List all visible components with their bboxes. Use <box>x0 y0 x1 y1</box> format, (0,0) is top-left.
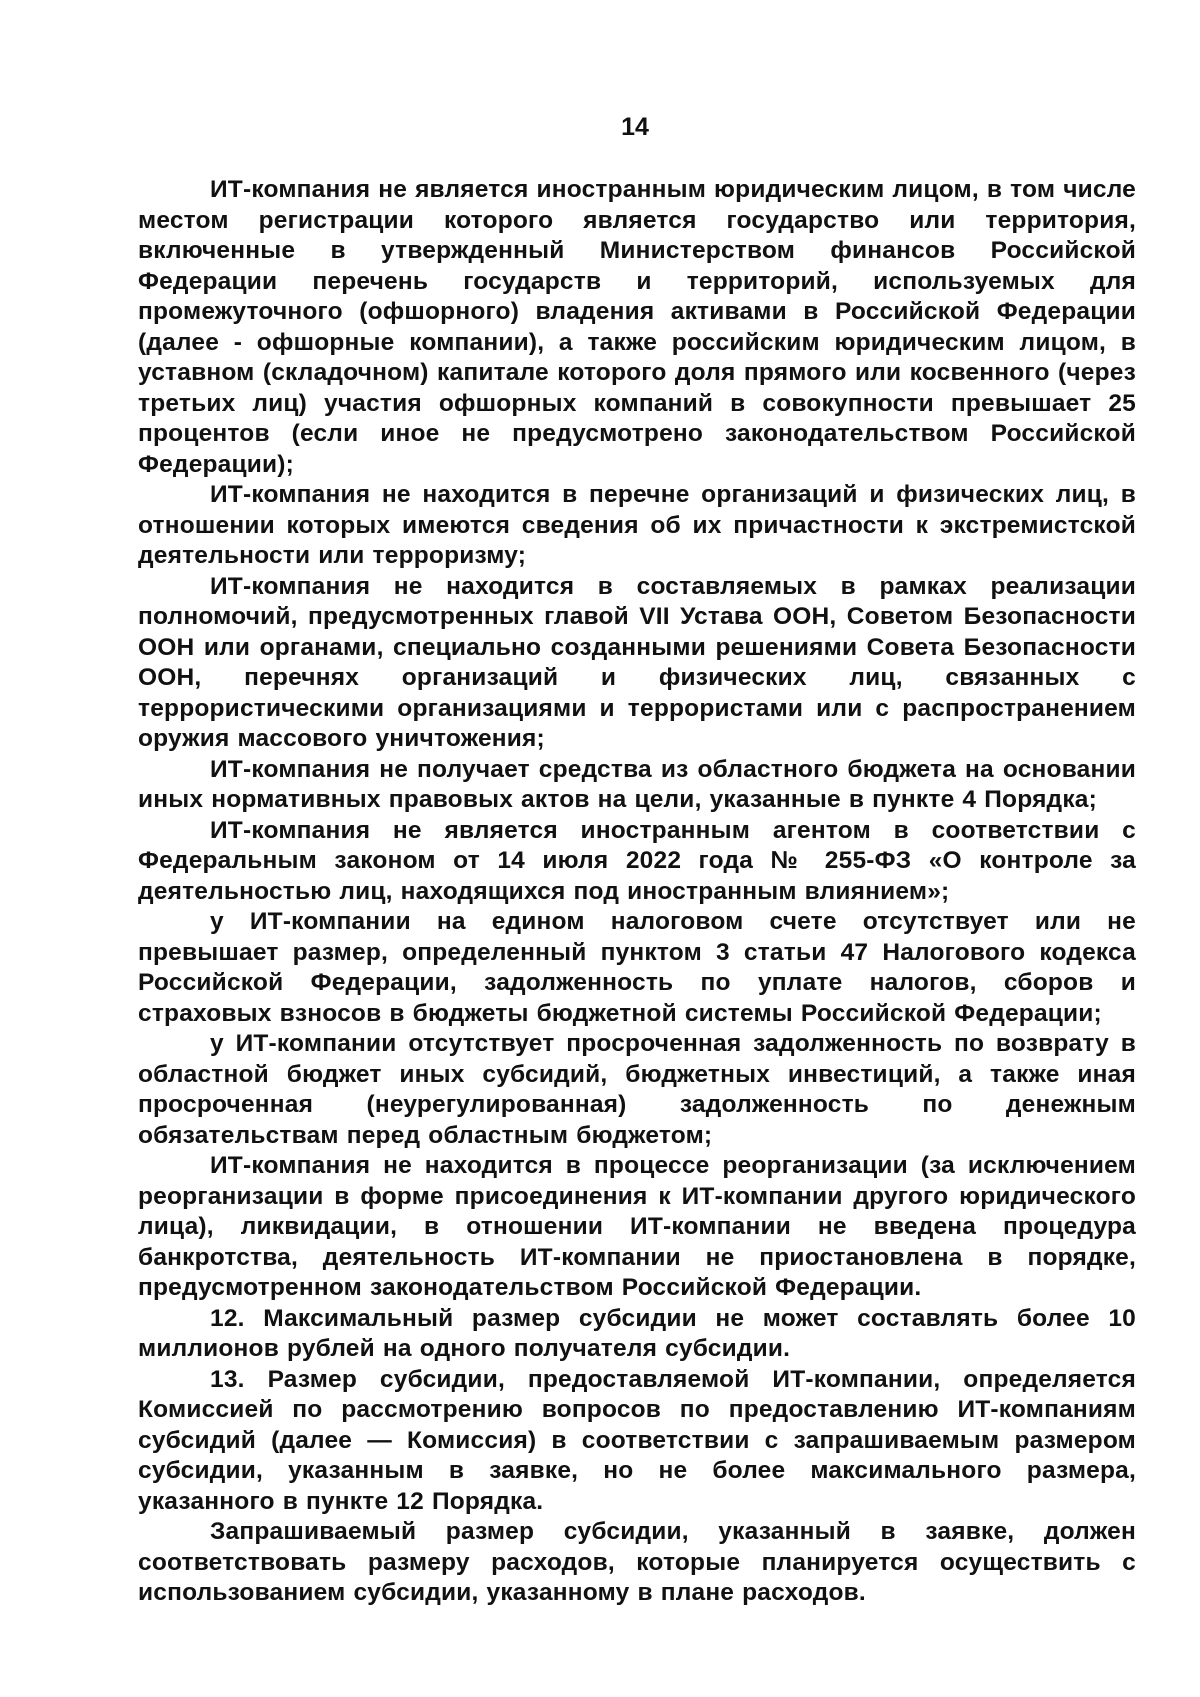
paragraph-requested-amount: Запрашиваемый размер субсидии, указанный в заявке, должен соответствовать размеру расходов, которые планируется осуществить с использованием субсидии, указанному в плане расходов. <box>138 1518 1136 1606</box>
paragraph-un-sanctions: ИТ-компания не находится в составляемых в рамках реализации полномочий, предусмотренных главой VII Устава ООН, Советом Безопасности ООН или органами, специально созданными решениями Совета Безопасности ООН, перечнях организаций и физических лиц, связанных с террористическими организациями и террористами или с распространением оружия массового уничтожения; <box>138 572 1136 752</box>
paragraph-tax-debt: у ИТ-компании на едином налоговом счете отсутствует или не превышает размер, определенный пунктом 3 статьи 47 Налогового кодекса Российской Федерации, задолженность по уплате налогов, сборов и страховых взносов в бюджеты бюджетной системы Российской Федерации; <box>138 908 1136 1027</box>
paragraph-overdue-debt: у ИТ-компании отсутствует просроченная задолженность по возврату в областной бюджет иных субсидий, бюджетных инвестиций, а также иная просроченная (неурегулированная) задолженность по денежным обязательствам перед областным бюджетом; <box>138 1030 1136 1149</box>
paragraph-offshore: ИТ-компания не является иностранным юридическим лицом, в том числе местом регистрации которого является государство или территория, включенные в утвержденный Министерством финансов Российской Федерации перечень государств и территорий, используемых для промежуточного (офшорного) владения активами в Российской Федерации (далее - офшорные компании), а также российским юридическим лицом, в уставном (складочном) капитале которого доля прямого или косвенного (через третьих лиц) участия офшорных компаний в совокупности превышает 25 процентов (если иное не предусмотрено законодательством Российской Федерации); <box>138 176 1136 478</box>
paragraph-other-budget-funds: ИТ-компания не получает средства из областного бюджета на основании иных нормативных правовых актов на цели, указанные в пункте 4 Порядка; <box>138 755 1136 813</box>
paragraph-item-12: 12. Максимальный размер субсидии не может составлять более 10 миллионов рублей на одного получателя субсидии. <box>138 1304 1136 1362</box>
paragraph-foreign-agent: ИТ-компания не является иностранным агентом в соответствии с Федеральным законом от 14 июля 2022 года № 255-ФЗ «О контроле за деятельностью лиц, находящихся под иностранным влиянием»; <box>138 816 1136 905</box>
document-body <box>138 175 1136 1609</box>
paragraph-item-13: 13. Размер субсидии, предоставляемой ИТ-компании, определяется Комиссией по рассмотрению вопросов по предоставлению ИТ-компаниям субсидий (далее — Комиссия) в соответствии с запрашиваемым размером субсидии, указанным в заявке, но не более максимального размера, указанного в пункте 12 Порядка. <box>138 1365 1136 1515</box>
paragraph-reorganization: ИТ-компания не находится в процессе реорганизации (за исключением реорганизации в форме присоединения к ИТ-компании другого юридического лица), ликвидации, в отношении ИТ-компании не введена процедура банкротства, деятельность ИТ-компании не приостановлена в порядке, предусмотренном законодательством Российской Федерации. <box>138 1152 1136 1301</box>
paragraph-extremism: ИТ-компания не находится в перечне организаций и физических лиц, в отношении которых имеются сведения об их причастности к экстремистской деятельности или терроризму; <box>138 481 1136 569</box>
page-number: 14 <box>621 113 649 141</box>
